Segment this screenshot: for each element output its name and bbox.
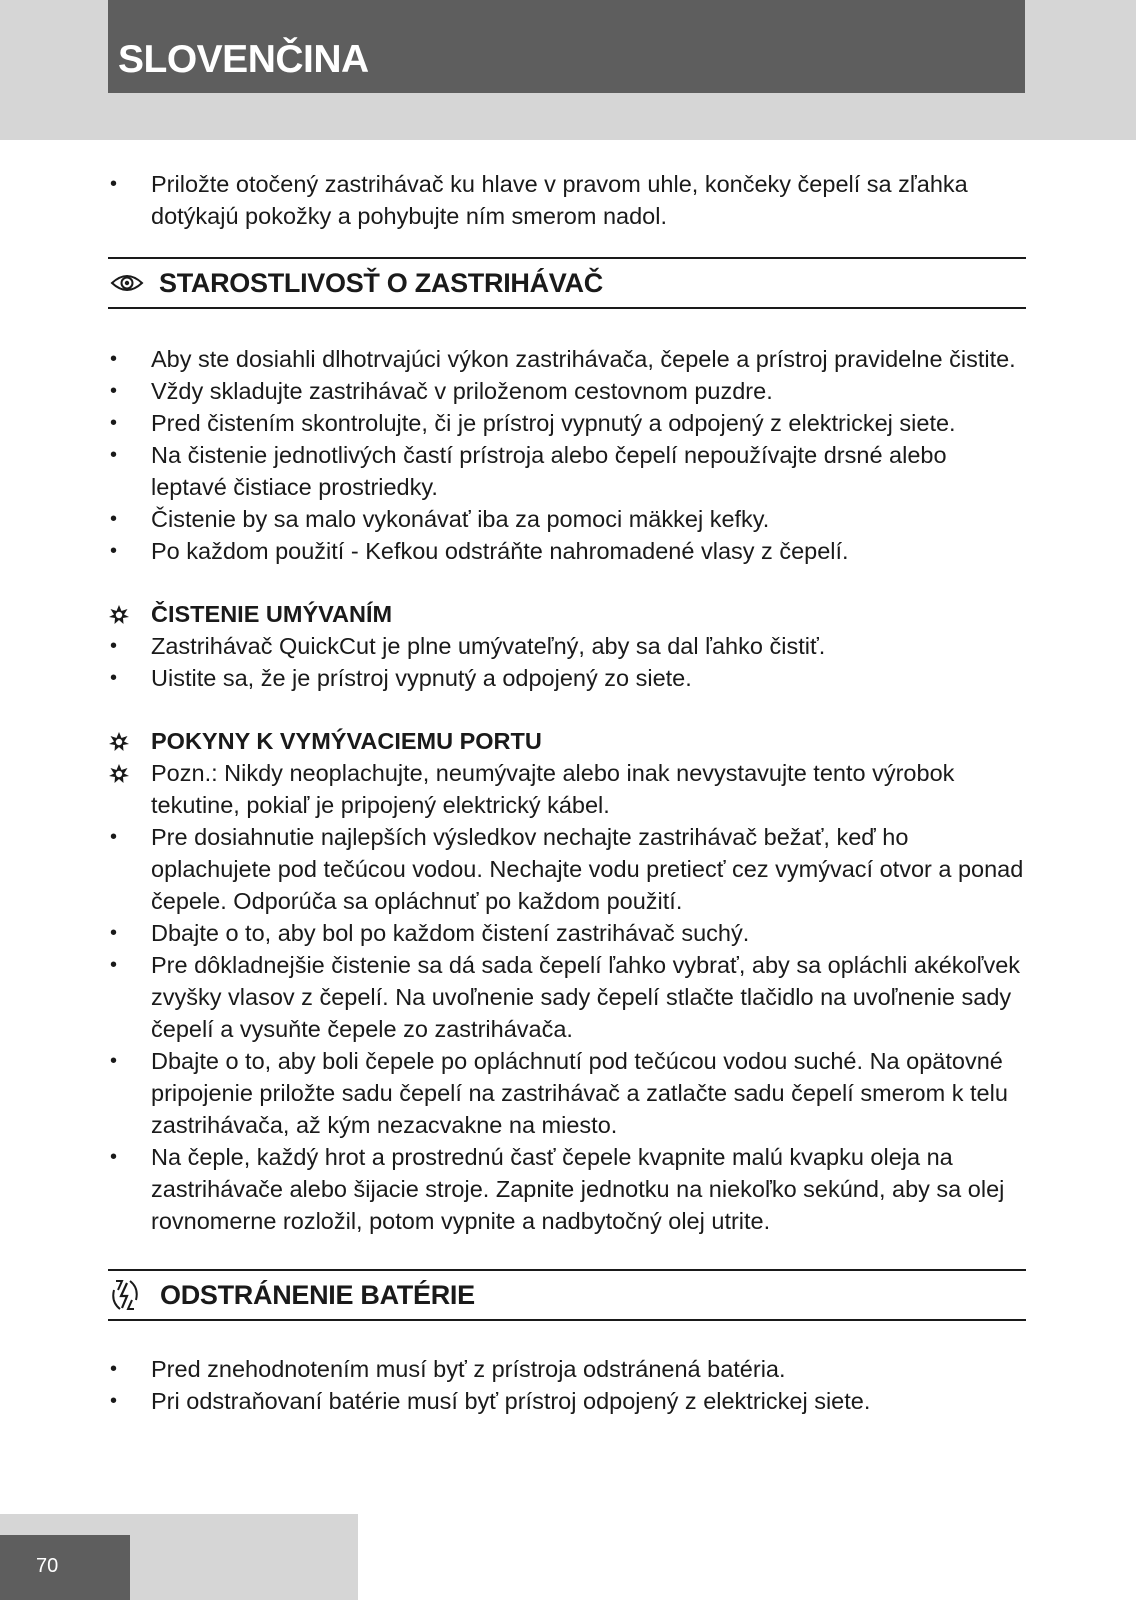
list-item: • Pri odstraňovaní batérie musí byť prístroj odpojený z elektrickej siete. xyxy=(108,1385,1026,1417)
list-item: • Aby ste dosiahli dlhotrvajúci výkon zastrihávača, čepele a prístroj pravidelne čistite. xyxy=(108,343,1026,375)
bullet-icon: • xyxy=(110,1146,118,1168)
section-heading-battery: ODSTRÁNENIE BATÉRIE xyxy=(108,1269,1026,1321)
star-icon xyxy=(108,604,130,626)
list-item: • Dbajte o to, aby bol po každom čistení zastrihávač suchý. xyxy=(108,917,1026,949)
bullet-icon: • xyxy=(110,826,118,848)
list-item: • Po každom použití - Kefkou odstráňte nahromadené vlasy z čepelí. xyxy=(108,535,1026,567)
bullet-icon: • xyxy=(110,954,118,976)
intro-list xyxy=(108,168,1026,232)
list-item: • Uistite sa, že je prístroj vypnutý a odpojený zo siete. xyxy=(108,662,1026,694)
port-list xyxy=(108,757,1026,1237)
care-list xyxy=(108,343,1026,567)
list-item: • Pre dôkladnejšie čistenie sa dá sada čepelí ľahko vybrať, aby sa opláchli akékoľvek zvyšky vlasov z čepelí. Na uvoľnenie sady čepelí stlačte tlačidlo na uvoľnenie sady čepelí a vysuňte čepele zo zastrihávača. xyxy=(108,949,1026,1045)
bullet-icon: • xyxy=(110,635,118,657)
bullet-icon: • xyxy=(110,380,118,402)
list-item: • Dbajte o to, aby boli čepele po opláchnutí pod tečúcou vodou suché. Na opätovné pripojenie priložte sadu čepelí na zastrihávač a zatlačte sadu čepelí smerom k telu zastrihávača, až kým nezacvakne na miesto. xyxy=(108,1045,1026,1141)
subsection-heading-port: POKYNY K VYMÝVACIEMU PORTU xyxy=(108,725,1026,757)
eye-icon xyxy=(110,272,144,294)
bullet-icon: • xyxy=(110,173,118,195)
bullet-icon: • xyxy=(110,348,118,370)
bullet-icon: • xyxy=(110,508,118,530)
list-item: • Pred čistením skontrolujte, či je prístroj vypnutý a odpojený z elektrickej siete. xyxy=(108,407,1026,439)
bullet-icon: • xyxy=(110,444,118,466)
language-title: SLOVENČINA xyxy=(108,0,1025,93)
battery-list xyxy=(108,1353,1026,1417)
list-item: • Na čeple, každý hrot a prostrednú časť čepele kvapnite malú kvapku oleja na zastrihávače alebo šijacie stroje. Zapnite jednotku na niekoľko sekúnd, aby sa olej rovnomerne rozložil, potom vypnite a nadbytočný olej utrite. xyxy=(108,1141,1026,1237)
bullet-icon: • xyxy=(110,1358,118,1380)
bullet-icon: • xyxy=(110,1050,118,1072)
list-item: • Pre dosiahnutie najlepších výsledkov nechajte zastrihávač bežať, keď ho oplachujete pod tečúcou vodou. Nechajte vodu pretiecť cez vymývací otvor a ponad čepele. Odporúča sa opláchnuť po každom použití. xyxy=(108,821,1026,917)
bullet-icon: • xyxy=(110,540,118,562)
list-item: • Priložte otočený zastrihávač ku hlave v pravom uhle, končeky čepelí sa zľahka dotýkajú pokožky a pohybujte ním smerom nadol. xyxy=(108,168,1026,232)
bullet-icon: • xyxy=(110,922,118,944)
list-item: • Čistenie by sa malo vykonávať iba za pomoci mäkkej kefky. xyxy=(108,503,1026,535)
bullet-icon: • xyxy=(110,667,118,689)
bullet-icon: • xyxy=(110,1390,118,1412)
list-item: • Na čistenie jednotlivých častí prístroja alebo čepelí nepoužívajte drsné alebo leptavé čistiace prostriedky. xyxy=(108,439,1026,503)
page-content xyxy=(108,168,1026,1417)
page-number: 70 xyxy=(0,1535,130,1600)
recycle-icon xyxy=(110,1278,140,1312)
washing-list xyxy=(108,630,1026,694)
list-item: • Pred znehodnotením musí byť z prístroja odstránená batéria. xyxy=(108,1353,1026,1385)
section-heading-care: STAROSTLIVOSŤ O ZASTRIHÁVAČ xyxy=(108,257,1026,309)
subsection-heading-washing: ČISTENIE UMÝVANÍM xyxy=(108,598,1026,630)
bullet-icon: • xyxy=(110,412,118,434)
star-icon xyxy=(108,731,130,753)
list-item: • Vždy skladujte zastrihávač v priloženom cestovnom puzdre. xyxy=(108,375,1026,407)
list-item: • Zastrihávač QuickCut je plne umývateľný, aby sa dal ľahko čistiť. xyxy=(108,630,1026,662)
star-icon xyxy=(108,763,130,785)
note-item: Pozn.: Nikdy neoplachujte, neumývajte alebo inak nevystavujte tento výrobok tekutine, pokiaľ je pripojený elektrický kábel. xyxy=(108,757,1026,821)
